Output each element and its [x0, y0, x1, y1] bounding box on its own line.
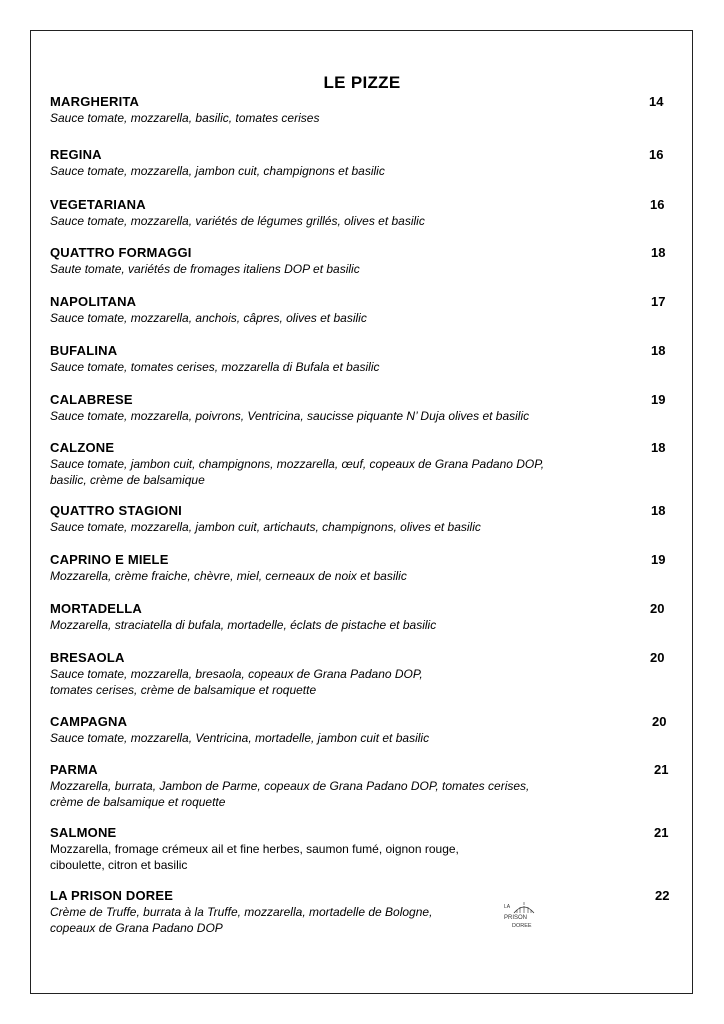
- menu-item-la-prison-doree: [50, 888, 670, 936]
- logo-text-doree: DOREE: [512, 923, 532, 929]
- item-description: Mozzarella, burrata, Jambon de Parme, copeaux de Grana Padano DOP, tomates cerises,: [50, 779, 530, 793]
- menu-item-calzone: [50, 440, 670, 488]
- menu-item-salmone: [50, 825, 670, 873]
- item-description-line2: ciboulette, citron et basilic: [50, 858, 188, 872]
- item-name: CALZONE: [50, 440, 115, 455]
- item-description: Sauce tomate, tomates cerises, mozzarella di Bufala et basilic: [50, 360, 380, 374]
- item-price: 19: [651, 552, 666, 567]
- item-description: Sauce tomate, mozzarella, Ventricina, mortadelle, jambon cuit et basilic: [50, 731, 430, 745]
- item-description: Saute tomate, variétés de fromages italiens DOP et basilic: [50, 262, 360, 276]
- item-description: Mozzarella, fromage crémeux ail et fine herbes, saumon fumé, oignon rouge,: [50, 842, 459, 856]
- item-price: 16: [649, 147, 664, 162]
- menu-item-calabrese: [50, 392, 670, 424]
- item-price: 18: [651, 503, 666, 518]
- item-name: MORTADELLA: [50, 601, 143, 616]
- menu-item-campagna: [50, 714, 670, 746]
- item-description-line2: basilic, crème de balsamique: [50, 473, 205, 487]
- item-description: Crème de Truffe, burrata à la Truffe, mozzarella, mortadelle de Bologne,: [50, 905, 433, 919]
- item-price: 14: [649, 94, 664, 109]
- menu-item-bresaola: [50, 650, 670, 698]
- item-name: QUATTRO FORMAGGI: [50, 245, 192, 260]
- menu-item-vegetariana: [50, 197, 670, 229]
- item-description: Sauce tomate, mozzarella, basilic, tomates cerises: [50, 111, 320, 125]
- item-price: 17: [651, 294, 666, 309]
- item-description: Mozzarella, crème fraiche, chèvre, miel, cerneaux de noix et basilic: [50, 569, 407, 583]
- la-prison-doree-logo: [499, 900, 549, 932]
- item-name: CALABRESE: [50, 392, 133, 407]
- item-name: MARGHERITA: [50, 94, 140, 109]
- dome-logo-icon: [499, 900, 549, 932]
- item-name: CAMPAGNA: [50, 714, 128, 729]
- item-name: NAPOLITANA: [50, 294, 137, 309]
- menu-item-margherita: [50, 94, 670, 126]
- item-description: Sauce tomate, mozzarella, bresaola, copeaux de Grana Padano DOP,: [50, 667, 423, 681]
- menu-item-parma: [50, 762, 670, 810]
- menu-item-quattro-stagioni: [50, 503, 670, 535]
- menu-item-quattro-formaggi: [50, 245, 670, 277]
- menu-item-bufalina: [50, 343, 670, 375]
- item-description: Sauce tomate, jambon cuit, champignons, mozzarella, œuf, copeaux de Grana Padano DOP,: [50, 457, 545, 471]
- item-price: 18: [651, 440, 666, 455]
- item-description-line2: crème de balsamique et roquette: [50, 795, 226, 809]
- item-description-line2: tomates cerises, crème de balsamique et roquette: [50, 683, 317, 697]
- item-price: 16: [650, 197, 665, 212]
- menu-item-mortadella: [50, 601, 670, 633]
- item-description: Sauce tomate, mozzarella, variétés de légumes grillés, olives et basilic: [50, 214, 425, 228]
- item-name: QUATTRO STAGIONI: [50, 503, 182, 518]
- item-price: 21: [654, 762, 669, 777]
- item-description: Sauce tomate, mozzarella, anchois, câpres, olives et basilic: [50, 311, 367, 325]
- item-name: PARMA: [50, 762, 98, 777]
- item-name: VEGETARIANA: [50, 197, 146, 212]
- logo-text-prison: PRISON: [504, 915, 528, 921]
- menu-item-napolitana: [50, 294, 670, 326]
- item-price: 18: [651, 343, 666, 358]
- item-price: 22: [655, 888, 670, 903]
- item-name: LA PRISON DOREE: [50, 888, 174, 903]
- item-description: Sauce tomate, mozzarella, jambon cuit, artichauts, champignons, olives et basilic: [50, 520, 481, 534]
- menu-item-caprino-e-miele: [50, 552, 670, 584]
- item-name: SALMONE: [50, 825, 117, 840]
- item-description-line2: copeaux de Grana Padano DOP: [50, 921, 223, 935]
- item-name: CAPRINO E MIELE: [50, 552, 169, 567]
- logo-text-la: LA: [504, 904, 511, 910]
- item-price: 19: [651, 392, 666, 407]
- item-price: 21: [654, 825, 669, 840]
- item-description: Sauce tomate, mozzarella, jambon cuit, champignons et basilic: [50, 164, 385, 178]
- item-price: 18: [651, 245, 666, 260]
- item-price: 20: [650, 601, 665, 616]
- item-name: BUFALINA: [50, 343, 118, 358]
- item-name: REGINA: [50, 147, 102, 162]
- menu-title: LE PIZZE: [323, 73, 401, 92]
- menu-item-regina: [50, 147, 670, 179]
- item-price: 20: [652, 714, 667, 729]
- item-description: Sauce tomate, mozzarella, poivrons, Ventricina, saucisse piquante N’ Duja olives et basilic: [50, 409, 530, 423]
- item-name: BRESAOLA: [50, 650, 125, 665]
- item-description: Mozzarella, straciatella di bufala, mortadelle, éclats de pistache et basilic: [50, 618, 437, 632]
- item-price: 20: [650, 650, 665, 665]
